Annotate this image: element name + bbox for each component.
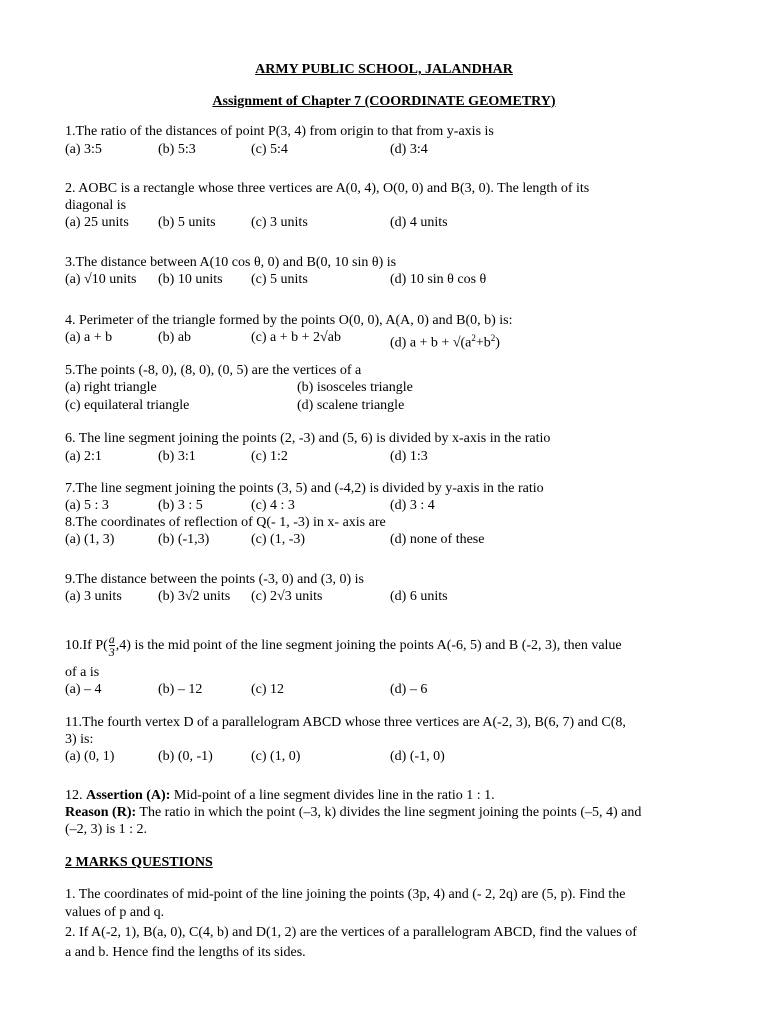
assignment-title: Assignment of Chapter 7 (COORDINATE GEOMETRY) xyxy=(212,94,556,109)
option: (c) 2√3 units xyxy=(251,589,323,604)
option: (a) – 4 xyxy=(65,682,102,697)
option: (b) isosceles triangle xyxy=(297,380,413,395)
option: (d) 4 units xyxy=(390,215,448,230)
option: (a) right triangle xyxy=(65,380,157,395)
q8-text: 8.The coordinates of reflection of Q(- 1, -3) in x- axis are xyxy=(65,515,386,530)
option: (c) equilateral triangle xyxy=(65,398,190,413)
q6-options xyxy=(65,449,745,465)
q10-text xyxy=(65,630,622,662)
option: (a) 2:1 xyxy=(65,449,102,464)
option: (b) 5:3 xyxy=(158,142,196,157)
option: (a) 3:5 xyxy=(65,142,102,157)
m1-text: 1. The coordinates of mid-point of the line joining the points (3p, 4) and (- 2, 2q) are (5, p). Find the xyxy=(65,887,626,902)
option: (c) 5 units xyxy=(251,272,308,287)
q11-text: 11.The fourth vertex D of a parallelogram ABCD whose three vertices are A(-2, 3), B(6, 7) and C(8, xyxy=(65,715,626,730)
option: (b) 10 units xyxy=(158,272,223,287)
q3-options xyxy=(65,272,745,288)
q2-options xyxy=(65,215,745,231)
q11-options xyxy=(65,749,745,765)
option: (d) – 6 xyxy=(390,682,428,697)
option: (b) – 12 xyxy=(158,682,203,697)
option: (a) a + b xyxy=(65,330,113,345)
option: (b) 3:1 xyxy=(158,449,196,464)
option: (d) 3:4 xyxy=(390,142,428,157)
q4-options xyxy=(65,330,745,351)
section-heading: 2 MARKS QUESTIONS xyxy=(65,855,213,870)
option: (b) 5 units xyxy=(158,215,216,230)
option: (b) 3 : 5 xyxy=(158,498,203,513)
q8-options xyxy=(65,532,745,548)
q5-options-row1 xyxy=(65,380,745,396)
school-title: ARMY PUBLIC SCHOOL, JALANDHAR xyxy=(255,62,513,77)
option: (d) 3 : 4 xyxy=(390,498,435,513)
q5-text: 5.The points (-8, 0), (8, 0), (0, 5) are the vertices of a xyxy=(65,363,362,378)
q9-text: 9.The distance between the points (-3, 0) and (3, 0) is xyxy=(65,572,364,587)
q4-text: 4. Perimeter of the triangle formed by the points O(0, 0), A(A, 0) and B(0, b) is: xyxy=(65,313,513,328)
m1-text-cont: values of p and q. xyxy=(65,905,165,920)
option: (c) a + b + 2√ab xyxy=(251,330,341,345)
option: (a) 5 : 3 xyxy=(65,498,109,513)
q11-text-cont: 3) is: xyxy=(65,732,94,747)
q10-pre: 10.If P( xyxy=(65,638,108,653)
q12-assertion: 12. Assertion (A): Mid-point of a line segment divides line in the ratio 1 : 1. xyxy=(65,788,495,803)
option: (a) (0, 1) xyxy=(65,749,115,764)
q7-options xyxy=(65,498,745,514)
q12-reason: Reason (R): The ratio in which the point (–3, k) divides the line segment joining the points (–5, 4) and xyxy=(65,805,642,820)
fraction-a-over-3: $\frac{a}{3}$ xyxy=(108,632,115,660)
option: (d) none of these xyxy=(390,532,485,547)
option: (b) (0, -1) xyxy=(158,749,213,764)
option: (d) scalene triangle xyxy=(297,398,405,413)
q1-text: 1.The ratio of the distances of point P(3, 4) from origin to that from y-axis is xyxy=(65,124,494,139)
q12-reason-cont: (–2, 3) is 1 : 2. xyxy=(65,822,148,837)
option: (b) 3√2 units xyxy=(158,589,231,604)
option: (c) 1:2 xyxy=(251,449,288,464)
q1-options xyxy=(65,142,745,158)
option: (c) (1, 0) xyxy=(251,749,301,764)
option: (a) 3 units xyxy=(65,589,122,604)
option: (d) $a + b + √(a^2+b^2)$ xyxy=(390,333,500,351)
q10-post: ,4) is the mid point of the line segment joining the points A(-6, 5) and B (-2, 3), then value xyxy=(115,638,622,653)
option: (d) (-1, 0) xyxy=(390,749,445,764)
option: (c) 3 units xyxy=(251,215,308,230)
option: (a) (1, 3) xyxy=(65,532,115,547)
option: (a) 25 units xyxy=(65,215,129,230)
q6-text: 6. The line segment joining the points (2, -3) and (5, 6) is divided by x-axis in the ratio xyxy=(65,431,551,446)
q10-text-cont: of a is xyxy=(65,665,100,680)
q5-options-row2 xyxy=(65,398,745,414)
q9-options xyxy=(65,589,745,605)
option: (c) 4 : 3 xyxy=(251,498,295,513)
q2-text: 2. AOBC is a rectangle whose three vertices are A(0, 4), O(0, 0) and B(3, 0). The length of its xyxy=(65,181,590,196)
option: (c) (1, -3) xyxy=(251,532,306,547)
option: (c) 12 xyxy=(251,682,285,697)
m2-text-cont: a and b. Hence find the lengths of its sides. xyxy=(65,945,306,960)
option: (b) (-1,3) xyxy=(158,532,210,547)
option: (d) 10 sin θ cos θ xyxy=(390,272,487,287)
q3-text: 3.The distance between A(10 cos θ, 0) and B(0, 10 sin θ) is xyxy=(65,255,397,270)
option: (a) √10 units xyxy=(65,272,137,287)
q2-text-cont: diagonal is xyxy=(65,198,127,213)
option: (d) 1:3 xyxy=(390,449,428,464)
m2-text: 2. If A(-2, 1), B(a, 0), C(4, b) and D(1, 2) are the vertices of a parallelogram ABCD, find the values of xyxy=(65,925,637,940)
option: (d) 6 units xyxy=(390,589,448,604)
q10-options xyxy=(65,682,745,698)
q7-text: 7.The line segment joining the points (3, 5) and (-4,2) is divided by y-axis in the ratio xyxy=(65,481,544,496)
option: (c) 5:4 xyxy=(251,142,288,157)
option: (b) ab xyxy=(158,330,192,345)
